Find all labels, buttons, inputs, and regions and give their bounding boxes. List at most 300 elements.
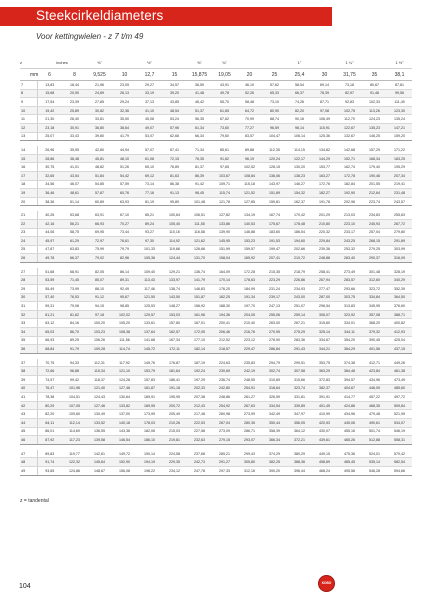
- diameter-cell: 41,79: [112, 132, 137, 141]
- diameter-cell: 48,54: [162, 106, 187, 115]
- diameter-cell: 449,26: [387, 359, 412, 367]
- diameter-cell: 94,33: [62, 359, 87, 367]
- diameter-cell: 229,47: [237, 345, 262, 354]
- diameter-cell: 170,14: [212, 276, 237, 285]
- diameter-cell: 51,68: [37, 268, 62, 276]
- diameter-cell: 188,30: [212, 302, 237, 311]
- diameter-cell: 207,38: [187, 393, 212, 402]
- diameter-cell: 220,32: [312, 228, 337, 237]
- diameter-cell: 200,72: [162, 401, 187, 410]
- diameter-cell: 152,90: [112, 458, 137, 467]
- inch-header: ⅝": [187, 56, 212, 69]
- diameter-cell: 101,33: [137, 245, 162, 254]
- diameter-cell: 25,89: [62, 106, 87, 115]
- diameter-cell: 391,91: [312, 393, 337, 402]
- diameter-cell: 135,24: [387, 115, 412, 124]
- diameter-cell: 83,57: [237, 132, 262, 141]
- diameter-cell: 24,89: [87, 89, 112, 98]
- diameter-cell: 372,21: [287, 436, 312, 445]
- diameter-cell: 82,96: [112, 254, 137, 263]
- mm-header: 10: [112, 69, 137, 81]
- diameter-cell: 91,12: [87, 293, 112, 302]
- diameter-cell: 207,34: [387, 171, 412, 180]
- diameter-cell: 135,23: [362, 123, 387, 132]
- diameter-cell: 95,67: [112, 293, 137, 302]
- diameter-cell: 85,07: [87, 276, 112, 285]
- diameter-cell: 71,34: [187, 146, 212, 154]
- tooth-count-cell: 28: [20, 276, 37, 285]
- diameter-cell: 247,78: [187, 466, 212, 475]
- diameter-cell: 186,41: [162, 376, 187, 385]
- diameter-cell: 372,83: [312, 376, 337, 385]
- diameter-cell: 34,57: [162, 81, 187, 90]
- tooth-count-cell: 26: [20, 254, 37, 263]
- mm-header-row: [20, 69, 412, 81]
- diameter-cell: 259,14: [287, 310, 312, 319]
- diameter-cell: 32,36: [112, 106, 137, 115]
- diameter-cell: 254,92: [212, 401, 237, 410]
- diameter-cell: 172,76: [312, 180, 337, 189]
- tooth-count-cell: 11: [20, 115, 37, 124]
- diameter-cell: 30,91: [62, 123, 87, 132]
- diameter-cell: 104,51: [62, 393, 87, 402]
- inch-header: ½": [137, 56, 162, 69]
- diameter-cell: 113,43: [137, 276, 162, 285]
- diameter-cell: 106,26: [87, 336, 112, 345]
- diameter-cell: 79,79: [112, 245, 137, 254]
- diameter-cell: 67,62: [212, 115, 237, 124]
- diameter-cell: 28,40: [62, 115, 87, 124]
- diameter-cell: 133,97: [162, 276, 187, 285]
- diameter-cell: 92,83: [337, 98, 362, 107]
- diameter-cell: 339,89: [287, 401, 312, 410]
- tooth-count-cell: 36: [20, 345, 37, 354]
- diameter-cell: 87,81: [387, 81, 412, 90]
- diameter-cell: 425,04: [387, 336, 412, 345]
- diameter-cell: 87,71: [312, 98, 337, 107]
- diameter-cell: 296,54: [312, 302, 337, 311]
- diameter-cell: 227,58: [187, 427, 212, 436]
- diameter-cell: 29,27: [137, 81, 162, 90]
- diameter-cell: 149,76: [137, 359, 162, 367]
- diameter-cell: 73,14: [137, 180, 162, 189]
- diameter-cell: 334,67: [312, 336, 337, 345]
- diameter-cell: 117,92: [112, 359, 137, 367]
- diameter-cell: 194,36: [212, 310, 237, 319]
- diameter-cell: 77,27: [237, 123, 262, 132]
- diameter-cell: 80,90: [262, 106, 287, 115]
- diameter-cell: 58,54: [287, 81, 312, 90]
- diameter-cell: 65,03: [37, 328, 62, 337]
- diameter-cell: 521,95: [387, 410, 412, 419]
- table-row: [20, 115, 412, 124]
- inch-header: 1 ¼": [337, 56, 362, 69]
- table-row: [20, 310, 412, 319]
- diameter-cell: 49,78: [37, 254, 62, 263]
- table-row: [20, 376, 412, 385]
- diameter-cell: 153,03: [162, 310, 187, 319]
- table-row: [20, 189, 412, 198]
- diameter-cell: 247,13: [262, 302, 287, 311]
- tooth-count-cell: 15: [20, 154, 37, 163]
- table-row: [20, 367, 412, 376]
- diameter-cell: 374,38: [337, 359, 362, 367]
- diameter-cell: 60,76: [112, 189, 137, 198]
- diameter-cell: 44,94: [112, 146, 137, 154]
- table-row: [20, 171, 412, 180]
- diameter-cell: 63,12: [37, 319, 62, 328]
- diameter-cell: 172,28: [237, 268, 262, 276]
- diameter-cell: 183,25: [387, 154, 412, 163]
- tooth-count-cell: 46: [20, 436, 37, 445]
- diameter-cell: 197,29: [187, 376, 212, 385]
- diameter-cell: 91,79: [62, 345, 87, 354]
- diameter-cell: 97,30: [137, 237, 162, 246]
- diameter-cell: 364,50: [387, 293, 412, 302]
- diameter-cell: 236,74: [212, 376, 237, 385]
- diameter-cell: 291,89: [387, 237, 412, 246]
- tooth-count-cell: 37: [20, 359, 37, 367]
- diameter-cell: 233,17: [337, 228, 362, 237]
- diameter-cell: 134,82: [312, 146, 337, 154]
- tooth-count-cell: 18: [20, 180, 37, 189]
- diameter-cell: 202,33: [187, 384, 212, 393]
- diameter-cell: 105,40: [162, 219, 187, 228]
- diameter-cell: 143,97: [262, 180, 287, 189]
- diameter-cell: 194,19: [137, 458, 162, 467]
- diameter-cell: 175,67: [262, 219, 287, 228]
- table-row: [20, 410, 412, 419]
- diameter-cell: 133,82: [112, 401, 137, 410]
- diameter-cell: 215,03: [162, 427, 187, 436]
- table-row: [20, 254, 412, 263]
- tooth-count-cell: 42: [20, 401, 37, 410]
- diameter-cell: 61,21: [37, 310, 62, 319]
- diameter-cell: 97,18: [87, 310, 112, 319]
- table-row: [20, 293, 412, 302]
- diameter-cell: 109,71: [212, 180, 237, 189]
- diameter-cell: 41,01: [62, 163, 87, 172]
- diameter-cell: 223,10: [337, 219, 362, 228]
- diameter-cell: 162,37: [287, 197, 312, 206]
- diameter-cell: 115,74: [212, 189, 237, 198]
- diameter-cell: 212,52: [212, 336, 237, 345]
- inch-header: 1 ½": [387, 56, 412, 69]
- diameter-cell: 248,55: [237, 376, 262, 385]
- diameter-cell: 36,46: [37, 189, 62, 198]
- diameter-cell: 66,93: [87, 219, 112, 228]
- diameter-cell: 159,57: [237, 245, 262, 254]
- diameter-cell: 73,10: [262, 98, 287, 107]
- diameter-cell: 79,02: [87, 254, 112, 263]
- diameter-cell: 313,83: [337, 302, 362, 311]
- table-row: [20, 359, 412, 367]
- diameter-cell: 51,37: [187, 106, 212, 115]
- table-row: [20, 393, 412, 402]
- diameter-cell: 37,13: [137, 98, 162, 107]
- diameter-cell: 475,36: [337, 450, 362, 458]
- table-row: [20, 345, 412, 354]
- diameter-cell: 34,56: [37, 180, 62, 189]
- diameter-cell: 32,65: [37, 171, 62, 180]
- tooth-count-cell: 32: [20, 310, 37, 319]
- diameter-cell: 316,09: [387, 254, 412, 263]
- diameter-cell: 168,34: [362, 154, 387, 163]
- diameter-cell: 286,71: [237, 427, 262, 436]
- diameter-cell: 239,17: [262, 293, 287, 302]
- diameter-cell: 326,59: [262, 393, 287, 402]
- diameter-cell: 152,71: [337, 154, 362, 163]
- table-row: [20, 211, 412, 219]
- diameter-cell: 479,48: [362, 410, 387, 419]
- diameter-cell: 145,64: [87, 458, 112, 467]
- diameter-cell: 283,57: [337, 276, 362, 285]
- diameter-cell: 535,14: [362, 458, 387, 467]
- diameter-cell: 19,42: [37, 106, 62, 115]
- table-row: [20, 219, 412, 228]
- mm-header: 6: [37, 69, 62, 81]
- tooth-count-cell: 27: [20, 268, 37, 276]
- diameter-cell: 35,95: [62, 146, 87, 154]
- table-row: [20, 245, 412, 254]
- diameter-cell: 434,96: [337, 410, 362, 419]
- diameter-cell: 165,91: [137, 393, 162, 402]
- diameter-cell: 38,36: [37, 197, 62, 206]
- diameter-cell: 42,80: [87, 146, 112, 154]
- tooth-count-cell: 41: [20, 393, 37, 402]
- diameter-cell: 149,72: [112, 450, 137, 458]
- inches-label: inches: [37, 56, 87, 69]
- diameter-cell: 61,29: [62, 237, 87, 246]
- diameter-cell: 100,20: [87, 319, 112, 328]
- diameter-cell: 210,80: [312, 219, 337, 228]
- diameter-cell: 133,52: [87, 418, 112, 427]
- diameter-cell: 283,36: [287, 336, 312, 345]
- mm-header: 25,4: [287, 69, 312, 81]
- diameter-cell: 33,19: [137, 89, 162, 98]
- diameter-cell: 434,96: [362, 376, 387, 385]
- diameter-cell: 131,70: [187, 254, 212, 263]
- diameter-cell: 194,60: [287, 237, 312, 246]
- diameter-cell: 146,54: [112, 436, 137, 445]
- diameter-cell: 98,14: [287, 123, 312, 132]
- diameter-cell: 163,27: [312, 171, 337, 180]
- diameter-cell: 70,99: [237, 115, 262, 124]
- diameter-cell: 231,24: [262, 285, 287, 294]
- tooth-count-cell: 13: [20, 132, 37, 141]
- diameter-cell: 39,20: [162, 89, 187, 98]
- diameter-cell: 70,75: [37, 359, 62, 367]
- diameter-cell: 184,99: [237, 285, 262, 294]
- diameter-cell: 73,60: [212, 123, 237, 132]
- diameter-cell: 124,86: [62, 466, 87, 475]
- diameter-cell: 75,99: [87, 245, 112, 254]
- diameter-cell: 380,29: [287, 450, 312, 458]
- diameter-cell: 44,06: [37, 228, 62, 237]
- diameter-cell: 315,60: [312, 319, 337, 328]
- diameter-cell: 65,10: [137, 163, 162, 172]
- diameter-cell: 62,68: [162, 132, 187, 141]
- diameter-cell: 495,56: [337, 466, 362, 475]
- diameter-cell: 48,10: [112, 154, 137, 163]
- diameter-cell: 242,19: [237, 367, 262, 376]
- diameter-cell: 30,82: [87, 106, 112, 115]
- diameter-cell: 17,54: [37, 98, 62, 107]
- diameter-cell: 102,52: [237, 163, 262, 172]
- diameter-cell: 18,44: [62, 81, 87, 90]
- diameter-cell: 248,88: [312, 254, 337, 263]
- diameter-cell: 90,16: [287, 115, 312, 124]
- diameter-cell: 57,40: [37, 293, 62, 302]
- diameter-cell: 473,49: [387, 376, 412, 385]
- diameter-cell: 110,16: [162, 228, 187, 237]
- mm-header: 25: [262, 69, 287, 81]
- diameter-cell: 219,41: [387, 180, 412, 189]
- diameter-cell: 218,79: [287, 268, 312, 276]
- table-row: [20, 466, 412, 475]
- diameter-cell: 257,04: [362, 228, 387, 237]
- diameter-cell: 120,24: [262, 154, 287, 163]
- diameter-cell: 136,74: [187, 268, 212, 276]
- diameter-cell: 187,19: [187, 359, 212, 367]
- diameter-cell: 102,75: [337, 106, 362, 115]
- diameter-cell: 94,15: [87, 302, 112, 311]
- tooth-count-cell: 40: [20, 384, 37, 393]
- diameter-cell: 91,62: [212, 154, 237, 163]
- diameter-cell: 48,82: [87, 163, 112, 172]
- tooth-count-cell: 14: [20, 146, 37, 154]
- diameter-cell: 224,63: [212, 359, 237, 367]
- diameter-cell: 84,11: [37, 418, 62, 427]
- diameter-cell: 430,07: [312, 427, 337, 436]
- diameter-cell: 141,68: [137, 336, 162, 345]
- mm-header: 38,1: [387, 69, 412, 81]
- diameter-cell: 146,25: [362, 132, 387, 141]
- diameter-cell: 151,99: [212, 245, 237, 254]
- diameter-cell: 191,34: [237, 293, 262, 302]
- tooth-count-cell: 38: [20, 367, 37, 376]
- diameter-cell: 157,29: [362, 146, 387, 154]
- diameter-cell: 36,80: [87, 123, 112, 132]
- diameter-cell: 66,93: [37, 336, 62, 345]
- diameter-cell: 56,21: [62, 219, 87, 228]
- diameter-cell: 302,74: [262, 367, 287, 376]
- diameter-cell: 91,42: [187, 180, 212, 189]
- diameter-cell: 53,24: [162, 115, 187, 124]
- diameter-cell: 215,35: [262, 268, 287, 276]
- diameter-cell: 96,59: [262, 123, 287, 132]
- diameter-cell: 382,37: [312, 384, 337, 393]
- diameter-cell: 121,52: [237, 189, 262, 198]
- diameter-cell: 86,01: [37, 427, 62, 436]
- diameter-cell: 546,19: [387, 427, 412, 436]
- diameter-cell: 146,27: [287, 180, 312, 189]
- diameter-cell: 301,48: [362, 268, 387, 276]
- diameter-cell: 147,21: [387, 123, 412, 132]
- tooth-count-cell: 10: [20, 106, 37, 115]
- diameter-cell: 267,72: [387, 219, 412, 228]
- diameter-cell: 112,70: [337, 115, 362, 124]
- diameter-cell: 96,19: [237, 154, 262, 163]
- diameter-cell: 234,93: [287, 285, 312, 294]
- diameter-cell: 55,70: [212, 98, 237, 107]
- diameter-cell: 524,01: [362, 450, 387, 458]
- diameter-cell: 109,40: [137, 268, 162, 276]
- diameter-cell: 45,81: [87, 154, 112, 163]
- diameter-cell: 61,65: [212, 106, 237, 115]
- diameter-cell: 63,91: [87, 211, 112, 219]
- diameter-cell: 224,58: [162, 450, 187, 458]
- diameter-cell: 139,58: [87, 436, 112, 445]
- diameter-cell: 102,02: [112, 310, 137, 319]
- diameter-cell: 43,91: [212, 81, 237, 90]
- diameter-cell: 28,86: [37, 154, 62, 163]
- diameter-cell: 97,65: [212, 163, 237, 172]
- diameter-cell: 105,20: [112, 319, 137, 328]
- diameter-cell: 167,01: [187, 319, 212, 328]
- diameter-cell: 195,29: [387, 163, 412, 172]
- diameter-cell: 267,94: [312, 276, 337, 285]
- diameter-cell: 396,44: [287, 466, 312, 475]
- diameter-cell: 25,07: [37, 132, 62, 141]
- diameter-cell: 46,42: [187, 98, 212, 107]
- diameter-cell: 98,85: [112, 302, 137, 311]
- diameter-cell: 82,05: [87, 268, 112, 276]
- diameter-cell: 207,41: [262, 254, 287, 263]
- diameter-cell: 126,66: [187, 245, 212, 254]
- diameter-cell: 115,18: [237, 180, 262, 189]
- table-row: [20, 276, 412, 285]
- diameter-cell: 23,05: [112, 81, 137, 90]
- diameter-cell: 235,83: [237, 359, 262, 367]
- diameter-cell: 232,63: [187, 436, 212, 445]
- tooth-count-cell: 29: [20, 285, 37, 294]
- diameter-cell: 143,50: [162, 293, 187, 302]
- diameter-cell: 122,32: [62, 458, 87, 467]
- diameter-cell: 91,13: [162, 189, 187, 198]
- table-row: [20, 228, 412, 237]
- diameter-table: [20, 56, 412, 476]
- diameter-cell: 204,05: [237, 310, 262, 319]
- diameter-cell: 325,14: [312, 328, 337, 337]
- tooth-count-cell: 35: [20, 336, 37, 345]
- diameter-cell: 52,26: [237, 89, 262, 98]
- table-row: [20, 285, 412, 294]
- diameter-cell: 170,42: [287, 211, 312, 219]
- diameter-cell: 191,53: [262, 237, 287, 246]
- diameter-cell: 79,08: [62, 302, 87, 311]
- diameter-cell: 226,86: [287, 276, 312, 285]
- diameter-cell: 81,62: [62, 310, 87, 319]
- diameter-cell: 376,60: [387, 302, 412, 311]
- diameter-cell: 334,84: [362, 293, 387, 302]
- diameter-cell: 279,25: [362, 245, 387, 254]
- page-number: 104: [19, 583, 31, 590]
- diameter-cell: 388,36: [287, 458, 312, 467]
- diameter-cell: 323,72: [362, 285, 387, 294]
- diameter-cell: 86,39: [187, 171, 212, 180]
- diameter-cell: 212,43: [187, 401, 212, 410]
- table-row: [20, 146, 412, 154]
- diameter-cell: 106,51: [187, 211, 212, 219]
- diameter-cell: 368,20: [362, 319, 387, 328]
- diameter-cell: 85,61: [212, 146, 237, 154]
- diameter-cell: 182,84: [337, 180, 362, 189]
- diameter-cell: 57,87: [87, 189, 112, 198]
- diameter-cell: 89,83: [37, 450, 62, 458]
- diameter-cell: 104,47: [262, 132, 287, 141]
- diameter-cell: 15,68: [37, 89, 62, 98]
